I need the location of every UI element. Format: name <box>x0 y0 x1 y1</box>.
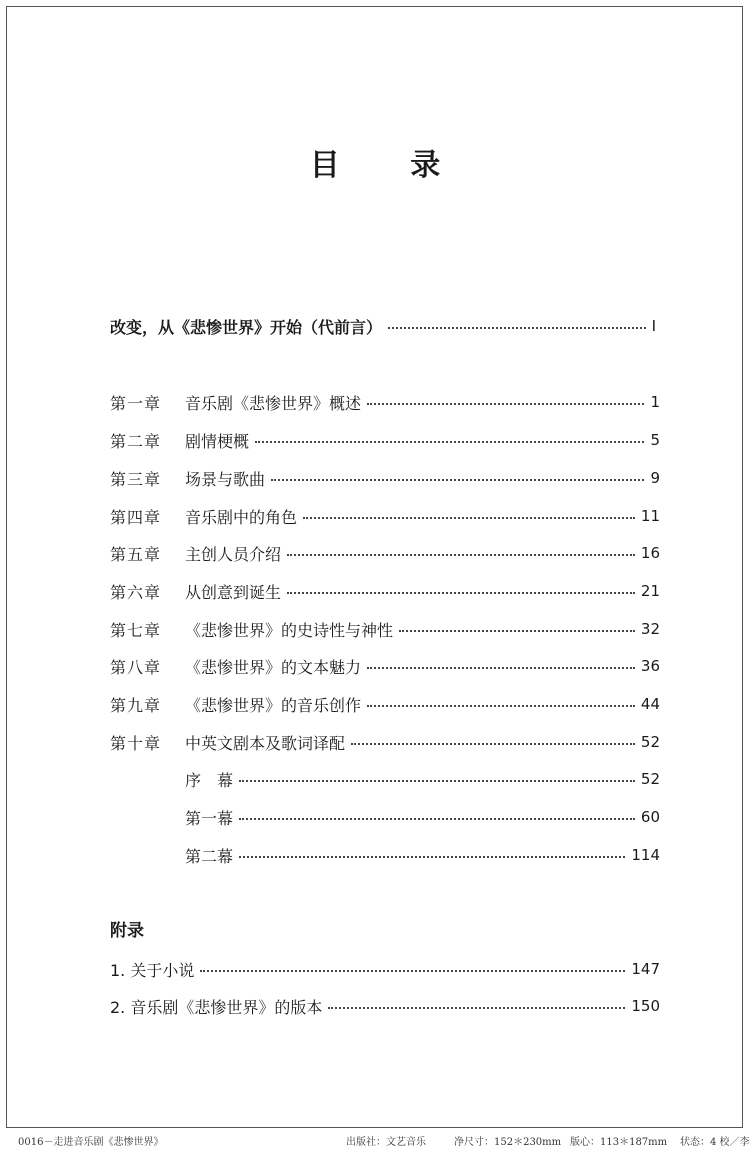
toc-entry-chapter-5[interactable] <box>110 538 660 568</box>
dot-leader <box>239 856 625 858</box>
toc-page-number: 21 <box>640 582 660 600</box>
dot-leader <box>388 327 646 329</box>
chapter-number: 第一章 <box>110 393 162 413</box>
toc-entry-title: 音乐剧《悲惨世界》概述 <box>185 393 362 413</box>
footer-trim-size: 净尺寸：152＊230mm <box>454 1137 562 1148</box>
toc-entry-chapter-1[interactable] <box>110 387 660 417</box>
dot-leader <box>255 441 644 443</box>
toc-entry-chapter-7[interactable] <box>110 614 660 644</box>
dot-leader <box>351 743 635 745</box>
toc-entry-act-1[interactable] <box>185 802 660 832</box>
chapter-number: 第六章 <box>110 582 162 602</box>
toc-page-number: 52 <box>640 733 660 751</box>
dot-leader <box>367 403 644 405</box>
dot-leader <box>200 970 625 972</box>
toc-page-number: I <box>651 317 656 335</box>
dot-leader <box>303 517 635 519</box>
toc-entry-chapter-8[interactable] <box>110 651 660 681</box>
toc-entry-act-2[interactable] <box>185 840 660 870</box>
chapter-number: 第十章 <box>110 733 162 753</box>
footer-book-title: 0016－走进音乐剧《悲惨世界》 <box>18 1137 164 1148</box>
toc-entry-preface[interactable] <box>110 311 656 341</box>
toc-page-number: 16 <box>640 544 660 562</box>
toc-page-number: 52 <box>640 770 660 788</box>
toc-page-number: 60 <box>640 808 660 826</box>
toc-page-number: 147 <box>631 960 660 978</box>
chapter-number: 第七章 <box>110 620 162 640</box>
dot-leader <box>239 780 635 782</box>
toc-page-number: 9 <box>650 469 660 487</box>
dot-leader <box>287 592 635 594</box>
toc-page-number: 150 <box>631 997 660 1015</box>
toc-entry-chapter-10[interactable] <box>110 727 660 757</box>
toc-entry-title: 第二幕 <box>185 846 234 866</box>
dot-leader <box>367 705 635 707</box>
toc-page-number: 11 <box>640 507 660 525</box>
dot-leader <box>399 630 635 632</box>
toc-page-number: 32 <box>640 620 660 638</box>
toc-entry-title: 改变，从《悲惨世界》开始（代前言） <box>110 317 383 337</box>
dot-leader <box>271 479 644 481</box>
toc-entry-title: 从创意到诞生 <box>185 582 282 602</box>
toc-entry-title: 序 幕 <box>185 770 234 790</box>
toc-entry-title: 《悲惨世界》的音乐创作 <box>185 695 362 715</box>
toc-entry-appendix-1[interactable] <box>110 954 660 984</box>
toc-entry-act-prologue[interactable] <box>185 764 660 794</box>
toc-entry-title: 音乐剧中的角色 <box>185 507 298 527</box>
toc-entry-title: 1. 关于小说 <box>110 960 195 980</box>
toc-entry-chapter-6[interactable] <box>110 576 660 606</box>
toc-entry-title: 2. 音乐剧《悲惨世界》的版本 <box>110 997 323 1017</box>
dot-leader <box>239 818 635 820</box>
toc-page-number: 114 <box>631 846 660 864</box>
footer-type-area: 版心：113＊187mm <box>570 1137 668 1148</box>
dot-leader <box>287 554 635 556</box>
toc-page-number: 5 <box>650 431 660 449</box>
chapter-number: 第五章 <box>110 544 162 564</box>
appendix-heading: 附录 <box>110 921 144 941</box>
toc-entry-chapter-4[interactable] <box>110 501 660 531</box>
footer-status: 状态：4 校／李 <box>680 1137 750 1148</box>
footer-publisher: 出版社：文艺音乐 <box>346 1137 426 1148</box>
toc-entry-chapter-2[interactable] <box>110 425 660 455</box>
toc-page-number: 36 <box>640 657 660 675</box>
chapter-number: 第二章 <box>110 431 162 451</box>
page-title: 目 录 <box>309 148 471 183</box>
toc-entry-appendix-2[interactable] <box>110 991 660 1021</box>
dot-leader <box>328 1007 625 1009</box>
toc-entry-chapter-3[interactable] <box>110 463 660 493</box>
chapter-number: 第四章 <box>110 507 162 527</box>
toc-entry-title: 第一幕 <box>185 808 234 828</box>
chapter-number: 第八章 <box>110 657 162 677</box>
toc-entry-title: 《悲惨世界》的文本魅力 <box>185 657 362 677</box>
toc-entry-title: 《悲惨世界》的史诗性与神性 <box>185 620 394 640</box>
toc-entry-title: 主创人员介绍 <box>185 544 282 564</box>
chapter-number: 第三章 <box>110 469 162 489</box>
chapter-number: 第九章 <box>110 695 162 715</box>
toc-page-number: 1 <box>650 393 660 411</box>
toc-page-number: 44 <box>640 695 660 713</box>
toc-entry-chapter-9[interactable] <box>110 689 660 719</box>
toc-entry-title: 剧情梗概 <box>185 431 250 451</box>
toc-entry-title: 中英文剧本及歌词译配 <box>185 733 346 753</box>
toc-entry-title: 场景与歌曲 <box>185 469 266 489</box>
dot-leader <box>367 667 635 669</box>
